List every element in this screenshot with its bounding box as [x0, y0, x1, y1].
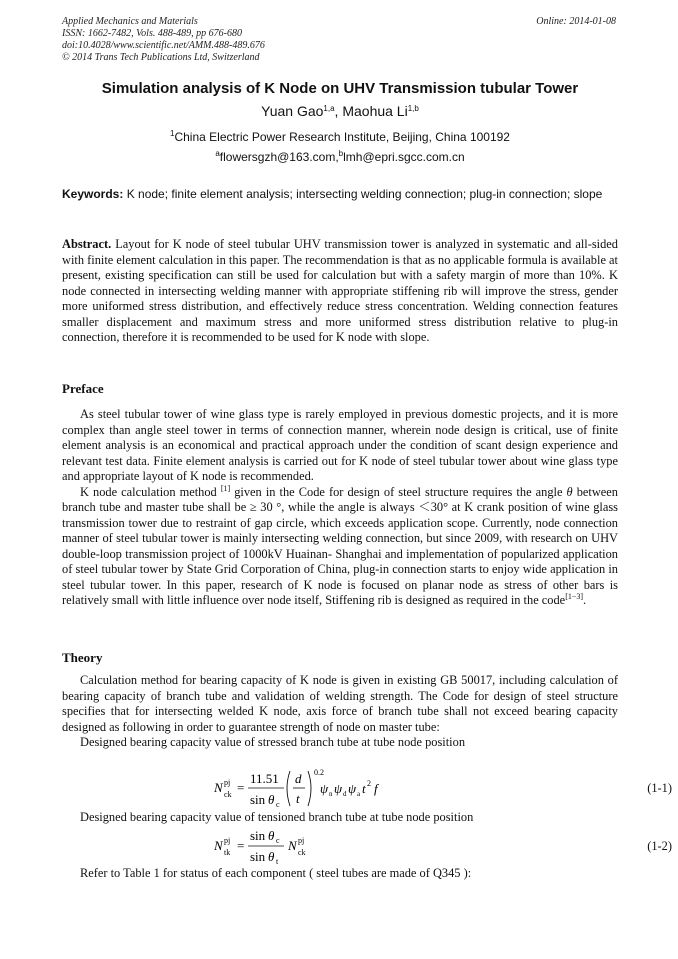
email-b[interactable]: lmh@epri.sgcc.com.cn: [343, 150, 465, 164]
author-1-affil: 1,a: [323, 104, 335, 113]
eq2-N2-sub: ck: [298, 848, 306, 857]
equation-1-2-svg: [210, 826, 330, 868]
eq2-den-theta: θ: [268, 849, 275, 864]
reference-1[interactable]: [1]: [220, 483, 231, 493]
theory-paragraph-1: Calculation method for bearing capacity of K node is given in existing GB 50017, including calculation of bearing capacity of branch tube and validation of welding strength. The Code for design of steel structure specifies that for intersecting welded K node, axis force of branch tube shall not exceed bearing capacity designed as following in order to guarantee strength of node on master tube:: [62, 673, 618, 734]
eq2-equals: =: [237, 838, 245, 853]
author-2-affil: 1,b: [407, 104, 419, 113]
equation-1-2-number: (1-2): [647, 839, 672, 853]
eq1-tail-exp: 2: [367, 779, 371, 788]
email-a[interactable]: flowersgzh@163.com,: [219, 150, 339, 164]
equation-1-2: [210, 826, 330, 868]
preface-paragraph-1: As steel tubular tower of wine glass type is rarely employed in previous domestic projects, and it is more complex than angle steel tower in terms of connection manner, wherein node design is critical, use of finite element analysis is an economical and practical approach under the condition of scant design experience and relevant test data. Finite element analysis is carried out for K node of steel tubular tower about wine glass type and appropriate layout of K node is recommended.: [62, 407, 618, 483]
eq1-den-sub: c: [276, 800, 280, 809]
eq1-N: N: [214, 780, 223, 795]
eq1-den-sin: sin: [250, 792, 266, 807]
eq1-N-sup: pj: [224, 778, 231, 787]
eq2-N2: N: [288, 838, 297, 853]
eq1-t: t: [296, 791, 300, 806]
eq1-psi-n-sub: n: [329, 790, 333, 798]
author-line: [62, 103, 618, 119]
theory-paragraph-4: Refer to Table 1 for status of each component ( steel tubes are made of Q345 ):: [80, 866, 472, 880]
preface-heading: Preface: [62, 381, 104, 396]
eq1-exponent: 0.2: [314, 768, 324, 777]
eq1-psi-a: ψ: [348, 781, 357, 796]
eq1-den-theta: θ: [268, 792, 275, 807]
preface-p2-text-a: K node calculation method: [80, 484, 221, 499]
eq1-psi-d-sub: d: [343, 790, 347, 798]
doi-line: doi:10.4028/www.scientific.net/AMM.488-489.676: [62, 40, 265, 51]
equation-1-1-number: (1-1): [647, 781, 672, 795]
online-date: Online: 2014-01-08: [536, 16, 616, 27]
issn-line: ISSN: 1662-7482, Vols. 488-489, pp 676-680: [62, 28, 242, 39]
eq1-right-paren: [308, 771, 311, 806]
copyright-line: © 2014 Trans Tech Publications Ltd, Switzerland: [62, 52, 260, 63]
email-b-marker: b: [338, 149, 344, 158]
eq1-psi-n: ψ: [320, 781, 329, 796]
eq2-num-theta: θ: [268, 828, 275, 843]
eq1-left-paren: [287, 771, 290, 806]
author-1: Yuan Gao: [261, 103, 324, 119]
theta-symbol: θ: [566, 484, 573, 499]
eq1-tail-t: t: [362, 781, 366, 796]
keywords-text: K node; finite element analysis; intersecting welding connection; plug-in connection; slope: [123, 187, 603, 201]
affiliation-marker: 1: [170, 129, 175, 138]
theory-paragraph-2: Designed bearing capacity value of stressed branch tube at tube node position: [80, 735, 466, 749]
eq2-den-sin: sin: [250, 849, 266, 864]
preface-p2-text-d: .: [583, 593, 587, 607]
preface-paragraph-2: [62, 485, 618, 609]
equation-1-1-svg: [210, 766, 410, 810]
email-a-marker: a: [215, 149, 220, 158]
eq2-N: N: [214, 838, 223, 853]
author-separator: ,: [334, 103, 343, 119]
eq2-N-sup: pj: [224, 836, 231, 845]
keywords-label: Keywords:: [62, 187, 124, 201]
preface-section: [62, 407, 618, 609]
eq1-psi-d: ψ: [334, 781, 343, 796]
theory-paragraph-3: Designed bearing capacity value of tensioned branch tube at tube node position: [80, 810, 474, 824]
eq2-N2-sup: pj: [298, 836, 305, 845]
affiliation-line: [62, 130, 618, 144]
preface-p2-text-c: between branch tube and master tube shall be ≥ 30 °, while the angle is always ＜30° at K crank position of wine glass transmission tower due to restraint of gap circle, which exceeds application scope. Currently, node connection manner of steel tubular tower is mainly intersecting welding connection, but since 2009, with research on UHV double-loop transmission project of 1000kV Huainan- Shanghai and implementation of popularized application of steel tubular tower by State Grid Corporation of China, plug-in connection starts to enjoy wide application in steel tubular tower. In this paper, research of K node is focused on planar node as stress of other bars is relatively small with little influence over node itself, Stiffening rib is designed as required in the code: [62, 484, 618, 607]
eq2-num-sub: c: [276, 836, 280, 845]
email-line: [62, 150, 618, 164]
author-2: Maohua Li: [342, 103, 408, 119]
eq1-equals: =: [237, 780, 245, 795]
eq1-d: d: [295, 771, 302, 786]
eq1-psi-a-sub: a: [357, 790, 361, 798]
theory-section: [62, 673, 618, 751]
keywords-block: [62, 187, 618, 202]
abstract-label: Abstract.: [62, 237, 112, 251]
affiliation-text: China Electric Power Research Institute, Beijing, China 100192: [174, 130, 510, 144]
eq1-numerator: 11.51: [250, 771, 279, 786]
journal-header: [62, 16, 618, 64]
theory-paragraph-3-block: [62, 810, 618, 826]
preface-p2-text-b: given in the Code for design of steel structure requires the angle: [230, 484, 567, 499]
journal-name: Applied Mechanics and Materials: [62, 16, 198, 27]
abstract-block: [62, 237, 618, 346]
eq1-tail-f: f: [374, 781, 378, 796]
theory-heading: Theory: [62, 650, 103, 665]
paper-title: Simulation analysis of K Node on UHV Transmission tubular Tower: [101, 80, 579, 97]
theory-paragraph-4-block: [62, 866, 618, 882]
eq2-num-sin: sin: [250, 828, 266, 843]
eq2-den-sub: t: [276, 857, 279, 866]
reference-1-3[interactable]: [1−3]: [565, 592, 584, 601]
eq1-N-sub: ck: [224, 790, 232, 799]
eq2-N-sub: tk: [224, 848, 231, 857]
abstract-text: Layout for K node of steel tubular UHV transmission tower is analyzed in systematic and all-sided with finite element calculation in this paper. The recommendation is that as no applicable formula is available at present, existing specification can still be used for calculation but with a safety margin of more than 10%. K node connected in intersecting welding manner with appropriate stiffening rib will improve the stress, gender more uniformed stress distribution, and effectively reduce stress concentration. Welding connection features smaller displacement and maximum stress and more uniformed stress distribution relative to plug-in connection, therefore it is recommended to be used for K node with slope.: [62, 237, 618, 344]
equation-1-1: [210, 766, 410, 810]
